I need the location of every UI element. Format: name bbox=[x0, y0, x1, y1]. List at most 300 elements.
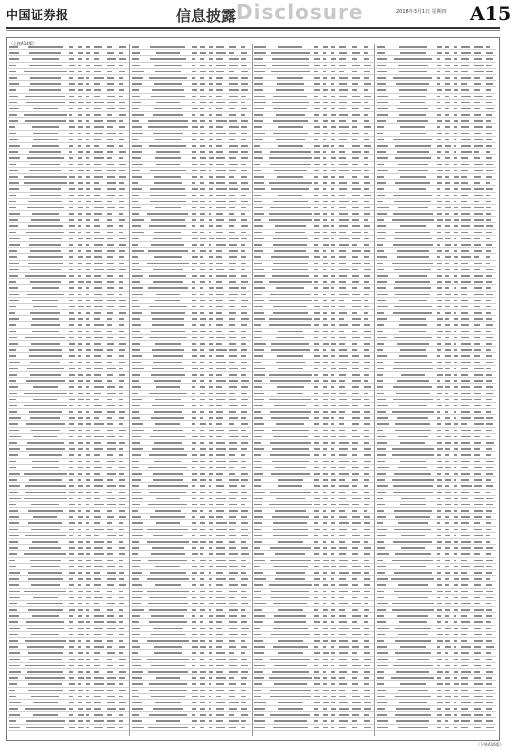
table-cell-text bbox=[148, 250, 189, 252]
table-cell-text bbox=[209, 405, 214, 407]
table-cell-text bbox=[86, 498, 90, 500]
table-cell-text bbox=[9, 436, 21, 438]
table-cell-text bbox=[474, 65, 484, 67]
table-cell-text bbox=[69, 256, 72, 258]
table-cell-text bbox=[454, 89, 458, 91]
table-cell-text bbox=[107, 683, 115, 685]
table-cell-text bbox=[331, 609, 335, 611]
table-cell-text bbox=[33, 386, 59, 388]
table-cell-text bbox=[398, 467, 427, 469]
table-cell-text bbox=[254, 578, 265, 580]
table-cell-text bbox=[86, 448, 89, 450]
table-cell-text bbox=[254, 294, 261, 296]
table-cell-text bbox=[86, 343, 90, 345]
table-cell-text bbox=[69, 572, 74, 574]
table-cell-text bbox=[461, 232, 468, 234]
table-cell-text bbox=[461, 238, 471, 240]
table-cell-text bbox=[86, 312, 90, 314]
table-cell-text bbox=[241, 120, 247, 122]
table-cell-text bbox=[107, 219, 112, 221]
table-cell-text bbox=[200, 170, 206, 172]
table-cell-text bbox=[377, 640, 384, 642]
table-cell-text bbox=[94, 46, 102, 48]
table-cell-text bbox=[331, 702, 335, 704]
table-cell-text bbox=[454, 516, 458, 518]
table-cell-text bbox=[149, 337, 187, 339]
table-cell-text bbox=[241, 324, 247, 326]
table-cell-text bbox=[24, 71, 67, 73]
table-cell-text bbox=[323, 201, 328, 203]
table-cell-text bbox=[69, 436, 73, 438]
table-cell-text bbox=[454, 553, 457, 555]
table-cell-text bbox=[26, 232, 64, 234]
table-cell-text bbox=[119, 145, 123, 147]
table-cell-text bbox=[26, 380, 65, 382]
table-cell-text bbox=[394, 529, 431, 531]
table-cell-text bbox=[9, 312, 15, 314]
table-cell-text bbox=[200, 374, 204, 376]
table-cell-text bbox=[377, 690, 386, 692]
table-cell-text bbox=[314, 714, 319, 716]
table-cell-text bbox=[314, 176, 318, 178]
table-cell-text bbox=[154, 380, 181, 382]
table-cell-text bbox=[331, 492, 335, 494]
table-cell-text bbox=[339, 603, 348, 605]
table-cell-text bbox=[69, 652, 72, 654]
table-cell-text bbox=[331, 71, 335, 73]
table-cell-text bbox=[396, 671, 429, 673]
table-cell-text bbox=[119, 300, 126, 302]
table-cell-text bbox=[454, 411, 457, 413]
table-cell-text bbox=[149, 145, 186, 147]
table-cell-text bbox=[132, 182, 139, 184]
table-cell-text bbox=[486, 454, 490, 456]
table-cell-text bbox=[454, 337, 457, 339]
table-cell-text bbox=[364, 727, 371, 729]
table-cell-text bbox=[216, 634, 223, 636]
table-cell-text bbox=[209, 46, 214, 48]
table-cell-text bbox=[119, 436, 123, 438]
table-cell-text bbox=[377, 430, 384, 432]
table-cell-text bbox=[241, 312, 246, 314]
table-cell-text bbox=[192, 498, 196, 500]
table-cell-text bbox=[331, 306, 335, 308]
table-cell-text bbox=[339, 207, 347, 209]
table-cell-text bbox=[437, 114, 441, 116]
table-cell-text bbox=[200, 485, 205, 487]
table-cell-text bbox=[364, 591, 370, 593]
table-cell-text bbox=[229, 467, 234, 469]
table-cell-text bbox=[229, 318, 235, 320]
table-cell-text bbox=[119, 281, 123, 283]
table-cell-text bbox=[461, 219, 471, 221]
table-cell-text bbox=[461, 479, 469, 481]
table-cell-text bbox=[86, 108, 89, 110]
table-cell-text bbox=[445, 300, 449, 302]
table-cell-text bbox=[94, 362, 102, 364]
table-cell-text bbox=[339, 411, 345, 413]
table-cell-text bbox=[86, 281, 90, 283]
table-cell-text bbox=[241, 522, 247, 524]
table-cell-text bbox=[9, 300, 19, 302]
table-cell-text bbox=[339, 448, 349, 450]
table-cell-text bbox=[107, 374, 114, 376]
table-cell-text bbox=[192, 621, 196, 623]
table-cell-text bbox=[94, 417, 100, 419]
table-cell-text bbox=[364, 275, 370, 277]
table-cell-text bbox=[27, 368, 65, 370]
table-cell-text bbox=[151, 219, 185, 221]
table-cell-text bbox=[377, 213, 387, 215]
table-cell-text bbox=[229, 714, 234, 716]
table-cell-text bbox=[486, 423, 493, 425]
table-cell-text bbox=[216, 609, 222, 611]
table-cell-text bbox=[270, 560, 311, 562]
table-cell-text bbox=[364, 677, 369, 679]
table-cell-text bbox=[486, 690, 493, 692]
table-cell-text bbox=[254, 151, 262, 153]
table-cell-text bbox=[393, 386, 432, 388]
table-cell-text bbox=[209, 355, 212, 357]
table-cell-text bbox=[273, 727, 308, 729]
table-cell-text bbox=[474, 225, 483, 227]
table-cell-text bbox=[486, 58, 492, 60]
table-cell-text bbox=[454, 405, 457, 407]
table-cell-text bbox=[28, 256, 63, 258]
table-cell-text bbox=[323, 727, 329, 729]
table-cell-text bbox=[314, 281, 317, 283]
table-cell-text bbox=[9, 708, 18, 710]
table-cell-text bbox=[474, 77, 480, 79]
table-cell-text bbox=[192, 628, 196, 630]
table-cell-text bbox=[377, 417, 389, 419]
table-cell-text bbox=[241, 393, 247, 395]
table-cell-text bbox=[314, 225, 319, 227]
table-cell-text bbox=[461, 58, 469, 60]
table-cell-text bbox=[278, 46, 302, 48]
table-cell-text bbox=[352, 646, 359, 648]
table-cell-text bbox=[278, 541, 302, 543]
table-cell-text bbox=[94, 399, 99, 401]
table-cell-text bbox=[200, 423, 205, 425]
table-cell-text bbox=[241, 399, 247, 401]
table-cell-text bbox=[132, 727, 144, 729]
table-cell-text bbox=[209, 287, 214, 289]
table-cell-text bbox=[86, 318, 88, 320]
table-cell-text bbox=[107, 423, 113, 425]
table-cell-text bbox=[9, 120, 18, 122]
table-cell-text bbox=[9, 337, 17, 339]
table-cell-text bbox=[241, 702, 246, 704]
table-cell-text bbox=[155, 584, 181, 586]
table-cell-text bbox=[216, 300, 223, 302]
table-cell-text bbox=[192, 281, 195, 283]
table-cell-text bbox=[241, 114, 245, 116]
table-cell-text bbox=[241, 597, 246, 599]
table-cell-text bbox=[119, 529, 124, 531]
table-cell-text bbox=[94, 176, 103, 178]
table-cell-text bbox=[474, 566, 484, 568]
table-cell-text bbox=[314, 461, 318, 463]
table-cell-text bbox=[445, 454, 449, 456]
table-cell-text bbox=[119, 213, 123, 215]
table-cell-text bbox=[107, 145, 114, 147]
table-cell-text bbox=[107, 727, 115, 729]
table-cell-text bbox=[339, 399, 347, 401]
table-cell-text bbox=[192, 578, 196, 580]
table-cell-text bbox=[314, 516, 319, 518]
table-cell-text bbox=[69, 114, 72, 116]
table-cell-text bbox=[254, 46, 266, 48]
table-cell-text bbox=[107, 294, 114, 296]
table-cell-text bbox=[461, 355, 470, 357]
table-cell-text bbox=[132, 560, 141, 562]
table-cell-text bbox=[474, 52, 481, 54]
table-cell-text bbox=[275, 510, 306, 512]
table-cell-text bbox=[445, 46, 448, 48]
table-cell-text bbox=[192, 139, 196, 141]
table-cell-text bbox=[216, 708, 224, 710]
table-cell-text bbox=[254, 504, 262, 506]
table-cell-text bbox=[486, 522, 490, 524]
table-cell-text bbox=[119, 219, 125, 221]
table-cell-text bbox=[86, 399, 90, 401]
table-cell-text bbox=[86, 479, 90, 481]
table-cell-text bbox=[216, 727, 225, 729]
table-cell-text bbox=[25, 120, 66, 122]
table-cell-text bbox=[454, 436, 457, 438]
table-cell-text bbox=[78, 572, 82, 574]
table-cell-text bbox=[377, 714, 387, 716]
table-cell-text bbox=[339, 541, 345, 543]
table-cell-text bbox=[486, 225, 492, 227]
table-cell-text bbox=[192, 318, 197, 320]
table-cell-text bbox=[454, 646, 457, 648]
table-cell-text bbox=[192, 492, 196, 494]
table-cell-text bbox=[152, 547, 184, 549]
table-cell-text bbox=[352, 485, 357, 487]
table-cell-text bbox=[30, 362, 60, 364]
table-cell-text bbox=[132, 188, 142, 190]
table-cell-text bbox=[33, 306, 57, 308]
table-cell-text bbox=[69, 139, 73, 141]
table-cell-text bbox=[69, 52, 73, 54]
table-cell-text bbox=[393, 399, 433, 401]
table-cell-text bbox=[254, 275, 265, 277]
table-cell-text bbox=[209, 318, 213, 320]
table-cell-text bbox=[445, 566, 448, 568]
table-cell-text bbox=[454, 207, 458, 209]
table-cell-text bbox=[314, 294, 317, 296]
table-cell-text bbox=[437, 108, 441, 110]
table-cell-text bbox=[119, 176, 126, 178]
table-cell-text bbox=[78, 250, 81, 252]
table-cell-text bbox=[352, 324, 360, 326]
table-cell-text bbox=[454, 448, 458, 450]
table-cell-text bbox=[269, 584, 312, 586]
table-cell-text bbox=[352, 652, 358, 654]
table-cell-text bbox=[78, 584, 82, 586]
table-cell-text bbox=[401, 498, 425, 500]
table-cell-text bbox=[149, 492, 186, 494]
table-cell-text bbox=[107, 120, 116, 122]
table-cell-text bbox=[192, 615, 195, 617]
table-cell-text bbox=[352, 696, 360, 698]
table-cell-text bbox=[254, 572, 262, 574]
table-cell-text bbox=[474, 89, 480, 91]
table-cell-text bbox=[107, 71, 113, 73]
table-cell-text bbox=[119, 331, 124, 333]
table-cell-text bbox=[377, 696, 385, 698]
table-cell-text bbox=[209, 597, 212, 599]
table-cell-text bbox=[132, 306, 141, 308]
table-cell-text bbox=[273, 263, 308, 265]
table-cell-text bbox=[399, 96, 426, 98]
table-cell-text bbox=[437, 535, 441, 537]
table-cell-text bbox=[153, 628, 184, 630]
table-cell-text bbox=[94, 349, 103, 351]
table-cell-text bbox=[229, 362, 234, 364]
table-cell-text bbox=[216, 399, 225, 401]
table-cell-text bbox=[278, 195, 302, 197]
table-cell-text bbox=[437, 263, 442, 265]
table-cell-text bbox=[119, 702, 126, 704]
table-cell-text bbox=[69, 331, 72, 333]
table-cell-text bbox=[331, 547, 335, 549]
table-cell-text bbox=[200, 52, 205, 54]
table-cell-text bbox=[32, 541, 58, 543]
table-cell-text bbox=[192, 219, 196, 221]
table-cell-text bbox=[216, 324, 223, 326]
table-cell-text bbox=[119, 275, 123, 277]
table-cell-text bbox=[78, 52, 83, 54]
table-cell-text bbox=[394, 58, 432, 60]
table-cell-text bbox=[400, 683, 426, 685]
table-cell-text bbox=[192, 603, 198, 605]
table-cell-text bbox=[200, 714, 206, 716]
table-cell-text bbox=[400, 442, 425, 444]
table-cell-text bbox=[78, 566, 83, 568]
table-cell-text bbox=[352, 374, 360, 376]
table-cell-text bbox=[352, 83, 358, 85]
table-cell-text bbox=[454, 362, 457, 364]
table-cell-text bbox=[445, 207, 450, 209]
table-cell-text bbox=[107, 634, 113, 636]
table-cell-text bbox=[94, 77, 104, 79]
table-cell-text bbox=[364, 52, 368, 54]
table-cell-text bbox=[364, 690, 370, 692]
table-cell-text bbox=[216, 714, 223, 716]
table-cell-text bbox=[209, 213, 211, 215]
table-cell-text bbox=[278, 485, 302, 487]
table-cell-text bbox=[254, 83, 263, 85]
table-cell-text bbox=[94, 306, 103, 308]
table-cell-text bbox=[461, 170, 468, 172]
table-cell-text bbox=[445, 219, 451, 221]
table-cell-text bbox=[241, 553, 248, 555]
table-cell-text bbox=[352, 312, 357, 314]
table-cell-text bbox=[86, 225, 89, 227]
table-cell-text bbox=[9, 225, 18, 227]
table-cell-text bbox=[445, 597, 448, 599]
table-cell-text bbox=[377, 312, 384, 314]
table-cell-text bbox=[119, 232, 123, 234]
table-cell-text bbox=[323, 213, 327, 215]
table-cell-text bbox=[119, 46, 126, 48]
table-cell-text bbox=[486, 652, 491, 654]
table-cell-text bbox=[209, 399, 213, 401]
table-cell-text bbox=[9, 572, 20, 574]
table-cell-text bbox=[192, 423, 195, 425]
table-cell-text bbox=[377, 578, 389, 580]
table-cell-text bbox=[445, 151, 448, 153]
table-cell-text bbox=[107, 485, 116, 487]
table-cell-text bbox=[454, 157, 457, 159]
table-cell-text bbox=[216, 436, 222, 438]
table-cell-text bbox=[241, 151, 248, 153]
table-cell-text bbox=[192, 671, 197, 673]
table-cell-text bbox=[454, 479, 457, 481]
table-cell-text bbox=[323, 584, 328, 586]
table-cell-text bbox=[200, 504, 204, 506]
table-cell-text bbox=[377, 541, 384, 543]
table-cell-text bbox=[398, 634, 428, 636]
table-cell-text bbox=[78, 176, 82, 178]
table-cell-text bbox=[155, 566, 180, 568]
table-cell-text bbox=[69, 399, 74, 401]
table-cell-text bbox=[352, 219, 359, 221]
table-cell-text bbox=[254, 411, 261, 413]
table-cell-text bbox=[352, 492, 357, 494]
table-cell-text bbox=[94, 448, 104, 450]
table-cell-text bbox=[486, 603, 491, 605]
table-cell-text bbox=[200, 696, 205, 698]
table-cell-text bbox=[314, 256, 319, 258]
table-cell-text bbox=[9, 492, 17, 494]
table-cell-text bbox=[107, 510, 112, 512]
table-cell-text bbox=[241, 77, 247, 79]
table-cell-text bbox=[454, 213, 458, 215]
table-cell-text bbox=[323, 467, 326, 469]
table-cell-text bbox=[209, 58, 213, 60]
table-cell-text bbox=[209, 683, 211, 685]
table-cell-text bbox=[241, 504, 245, 506]
table-cell-text bbox=[229, 176, 234, 178]
table-cell-text bbox=[352, 677, 358, 679]
table-cell-text bbox=[461, 417, 471, 419]
table-cell-text bbox=[364, 516, 371, 518]
table-cell-text bbox=[352, 71, 358, 73]
table-cell-text bbox=[241, 659, 247, 661]
table-cell-text bbox=[272, 102, 309, 104]
table-cell-text bbox=[437, 461, 442, 463]
table-cell-text bbox=[229, 238, 238, 240]
table-cell-text bbox=[119, 646, 125, 648]
table-cell-text bbox=[364, 560, 369, 562]
table-cell-text bbox=[271, 52, 310, 54]
table-cell-text bbox=[254, 182, 264, 184]
table-cell-text bbox=[216, 219, 224, 221]
table-cell-text bbox=[437, 201, 442, 203]
table-cell-text bbox=[254, 281, 263, 283]
table-cell-text bbox=[209, 96, 213, 98]
table-cell-text bbox=[461, 553, 470, 555]
table-cell-text bbox=[486, 120, 491, 122]
table-cell-text bbox=[377, 473, 386, 475]
table-cell-text bbox=[229, 566, 238, 568]
table-cell-text bbox=[273, 566, 308, 568]
table-cell-text bbox=[331, 714, 335, 716]
